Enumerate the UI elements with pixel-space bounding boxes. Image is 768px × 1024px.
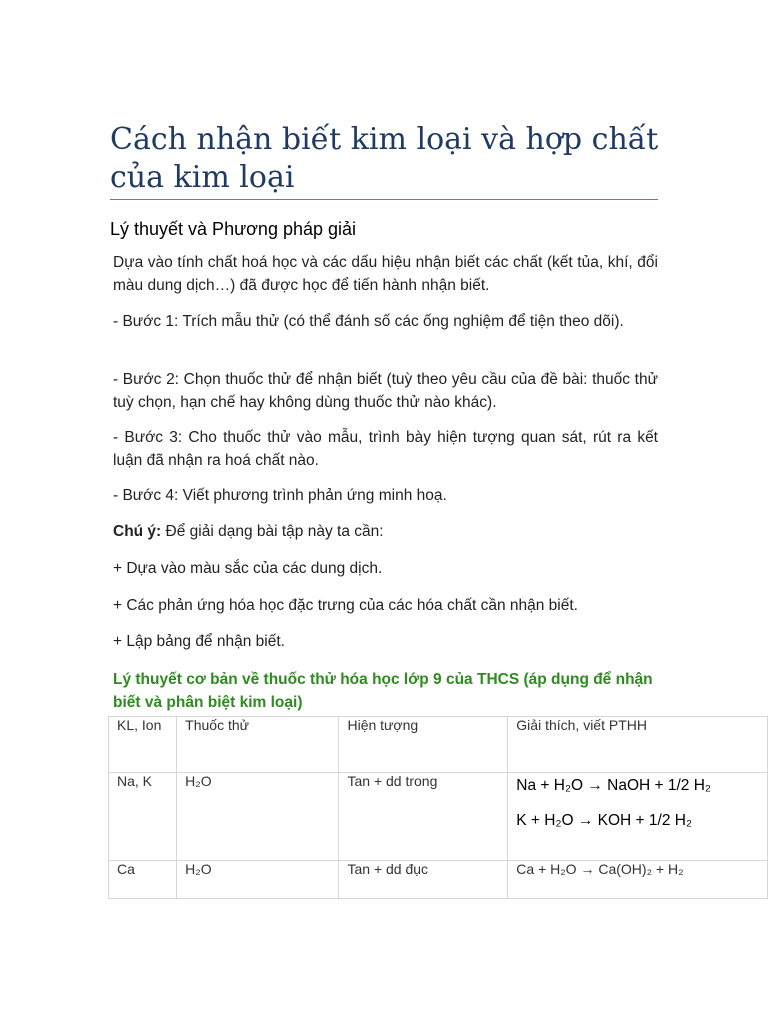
section-heading: Lý thuyết và Phương pháp giải — [110, 219, 357, 239]
step-3-paragraph: - Bước 3: Cho thuốc thử vào mẫu, trình bày hiện tượng quan sát, rút ra kết luận đã nhận ra hoá chất nào. — [113, 429, 658, 469]
table-row — [109, 773, 768, 861]
page-title: Cách nhận biết kim loại và hợp chất của kim loại — [110, 122, 659, 195]
reagent-table — [108, 716, 768, 899]
equation-na: Na + H₂O → NaOH + 1/2 H₂ — [516, 777, 711, 794]
equation-k: K + H₂O → KOH + 1/2 H₂ — [516, 812, 692, 829]
intro-paragraph: Dựa vào tính chất hoá học và các dấu hiệu nhận biết các chất (kết tủa, khí, đổi màu dung dịch…) đã được học để tiến hành nhận biết. — [113, 254, 658, 294]
table-header-row — [109, 717, 768, 773]
cell-equation: Ca + H₂O → Ca(OH)₂ + H₂ — [508, 861, 768, 899]
header-reagent: Thuốc thử — [177, 717, 339, 773]
step-2-paragraph: - Bước 2: Chọn thuốc thử để nhận biết (tuỳ theo yêu cầu của đề bài: thuốc thử tuỳ chọn, hạn chế hay không dùng thuốc thử nào khác). — [113, 371, 658, 411]
step-1-paragraph: - Bước 1: Trích mẫu thử (có thể đánh số các ống nghiệm để tiện theo dõi). — [113, 313, 624, 330]
note-paragraph — [113, 520, 658, 543]
title-underline — [110, 199, 658, 200]
cell-phenomenon: Tan + dd đục — [339, 861, 508, 899]
reagent-theory-heading: Lý thuyết cơ bản về thuốc thử hóa học lớp 9 của THCS (áp dụng để nhận biết và phân biệt kim loại) — [113, 671, 653, 711]
cell-equations — [508, 773, 768, 861]
cell-reagent: H₂O — [177, 861, 339, 899]
note-label: Chú ý: — [113, 523, 162, 540]
header-ion: KL, Ion — [109, 717, 177, 773]
cell-ion: Na, K — [109, 773, 177, 861]
bullet-reactions: + Các phản ứng hóa học đặc trưng của các hóa chất cần nhận biết. — [113, 597, 578, 614]
header-phenomenon: Hiện tượng — [339, 717, 508, 773]
table-row — [109, 861, 768, 899]
cell-ion: Ca — [109, 861, 177, 899]
bullet-colors: + Dựa vào màu sắc của các dung dịch. — [113, 560, 383, 577]
cell-phenomenon: Tan + dd trong — [339, 773, 508, 861]
note-text: Để giải dạng bài tập này ta cần: — [161, 523, 384, 540]
bullet-table: + Lập bảng để nhận biết. — [113, 633, 285, 650]
cell-reagent: H₂O — [177, 773, 339, 861]
step-4-paragraph: - Bước 4: Viết phương trình phản ứng minh hoạ. — [113, 487, 447, 504]
header-explanation: Giải thích, viết PTHH — [508, 717, 768, 773]
